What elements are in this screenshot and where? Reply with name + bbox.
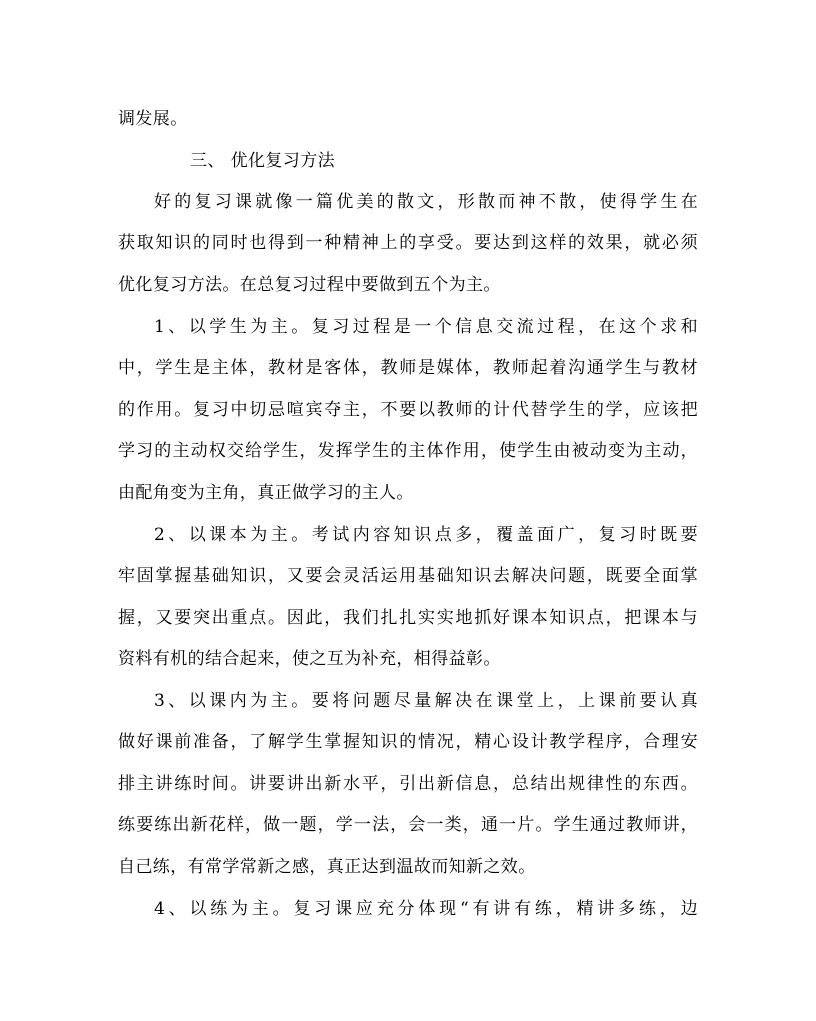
paragraph-line: 握，又要突出重点。因此，我们扎扎实实地抓好课本知识点，把课本与 <box>118 608 698 628</box>
paragraph-line: 2、以课本为主。考试内容知识点多，覆盖面广，复习时既要 <box>154 525 698 545</box>
paragraph-line: 3、以课内为主。要将问题尽量解决在课堂上，上课前要认真 <box>154 691 698 711</box>
paragraph-line: 调发展。 <box>118 109 188 129</box>
section-heading: 三、 优化复习方法 <box>190 151 336 171</box>
paragraph-line: 做好课前准备，了解学生掌握知识的情况，精心设计教学程序，合理安 <box>118 732 698 752</box>
paragraph-line: 获取知识的同时也得到一种精神上的享受。要达到这样的效果，就必须 <box>118 233 698 253</box>
paragraph-line: 中，学生是主体，教材是客体，教师是媒体，教师起着沟通学生与教材 <box>118 358 698 378</box>
paragraph-line: 4、以练为主。复习课应充分体现“有讲有练，精讲多练，边 <box>154 899 698 919</box>
paragraph-line: 练要练出新花样，做一题，学一法，会一类，通一片。学生通过教师讲， <box>118 815 698 835</box>
paragraph-line: 优化复习方法。在总复习过程中要做到五个为主。 <box>118 275 501 295</box>
paragraph-line: 自己练，有常学常新之感，真正达到温故而知新之效。 <box>118 857 536 877</box>
paragraph-line: 由配角变为主角，真正做学习的主人。 <box>118 483 414 503</box>
paragraph-line: 的作用。复习中切忌喧宾夺主，不要以教师的计代替学生的学，应该把 <box>118 400 698 420</box>
paragraph-line: 排主讲练时间。讲要讲出新水平，引出新信息，总结出规律性的东西。 <box>118 774 698 794</box>
paragraph-line: 牢固掌握基础知识，又要会灵活运用基础知识去解决问题，既要全面掌 <box>118 566 698 586</box>
paragraph-line: 资料有机的结合起来，使之互为补充，相得益彰。 <box>118 649 501 669</box>
paragraph-line: 好的复习课就像一篇优美的散文，形散而神不散，使得学生在 <box>154 192 698 212</box>
paragraph-line: 学习的主动权交给学生，发挥学生的主体作用，使学生由被动变为主动， <box>118 441 698 461</box>
paragraph-line: 1、以学生为主。复习过程是一个信息交流过程，在这个求和 <box>154 317 698 337</box>
